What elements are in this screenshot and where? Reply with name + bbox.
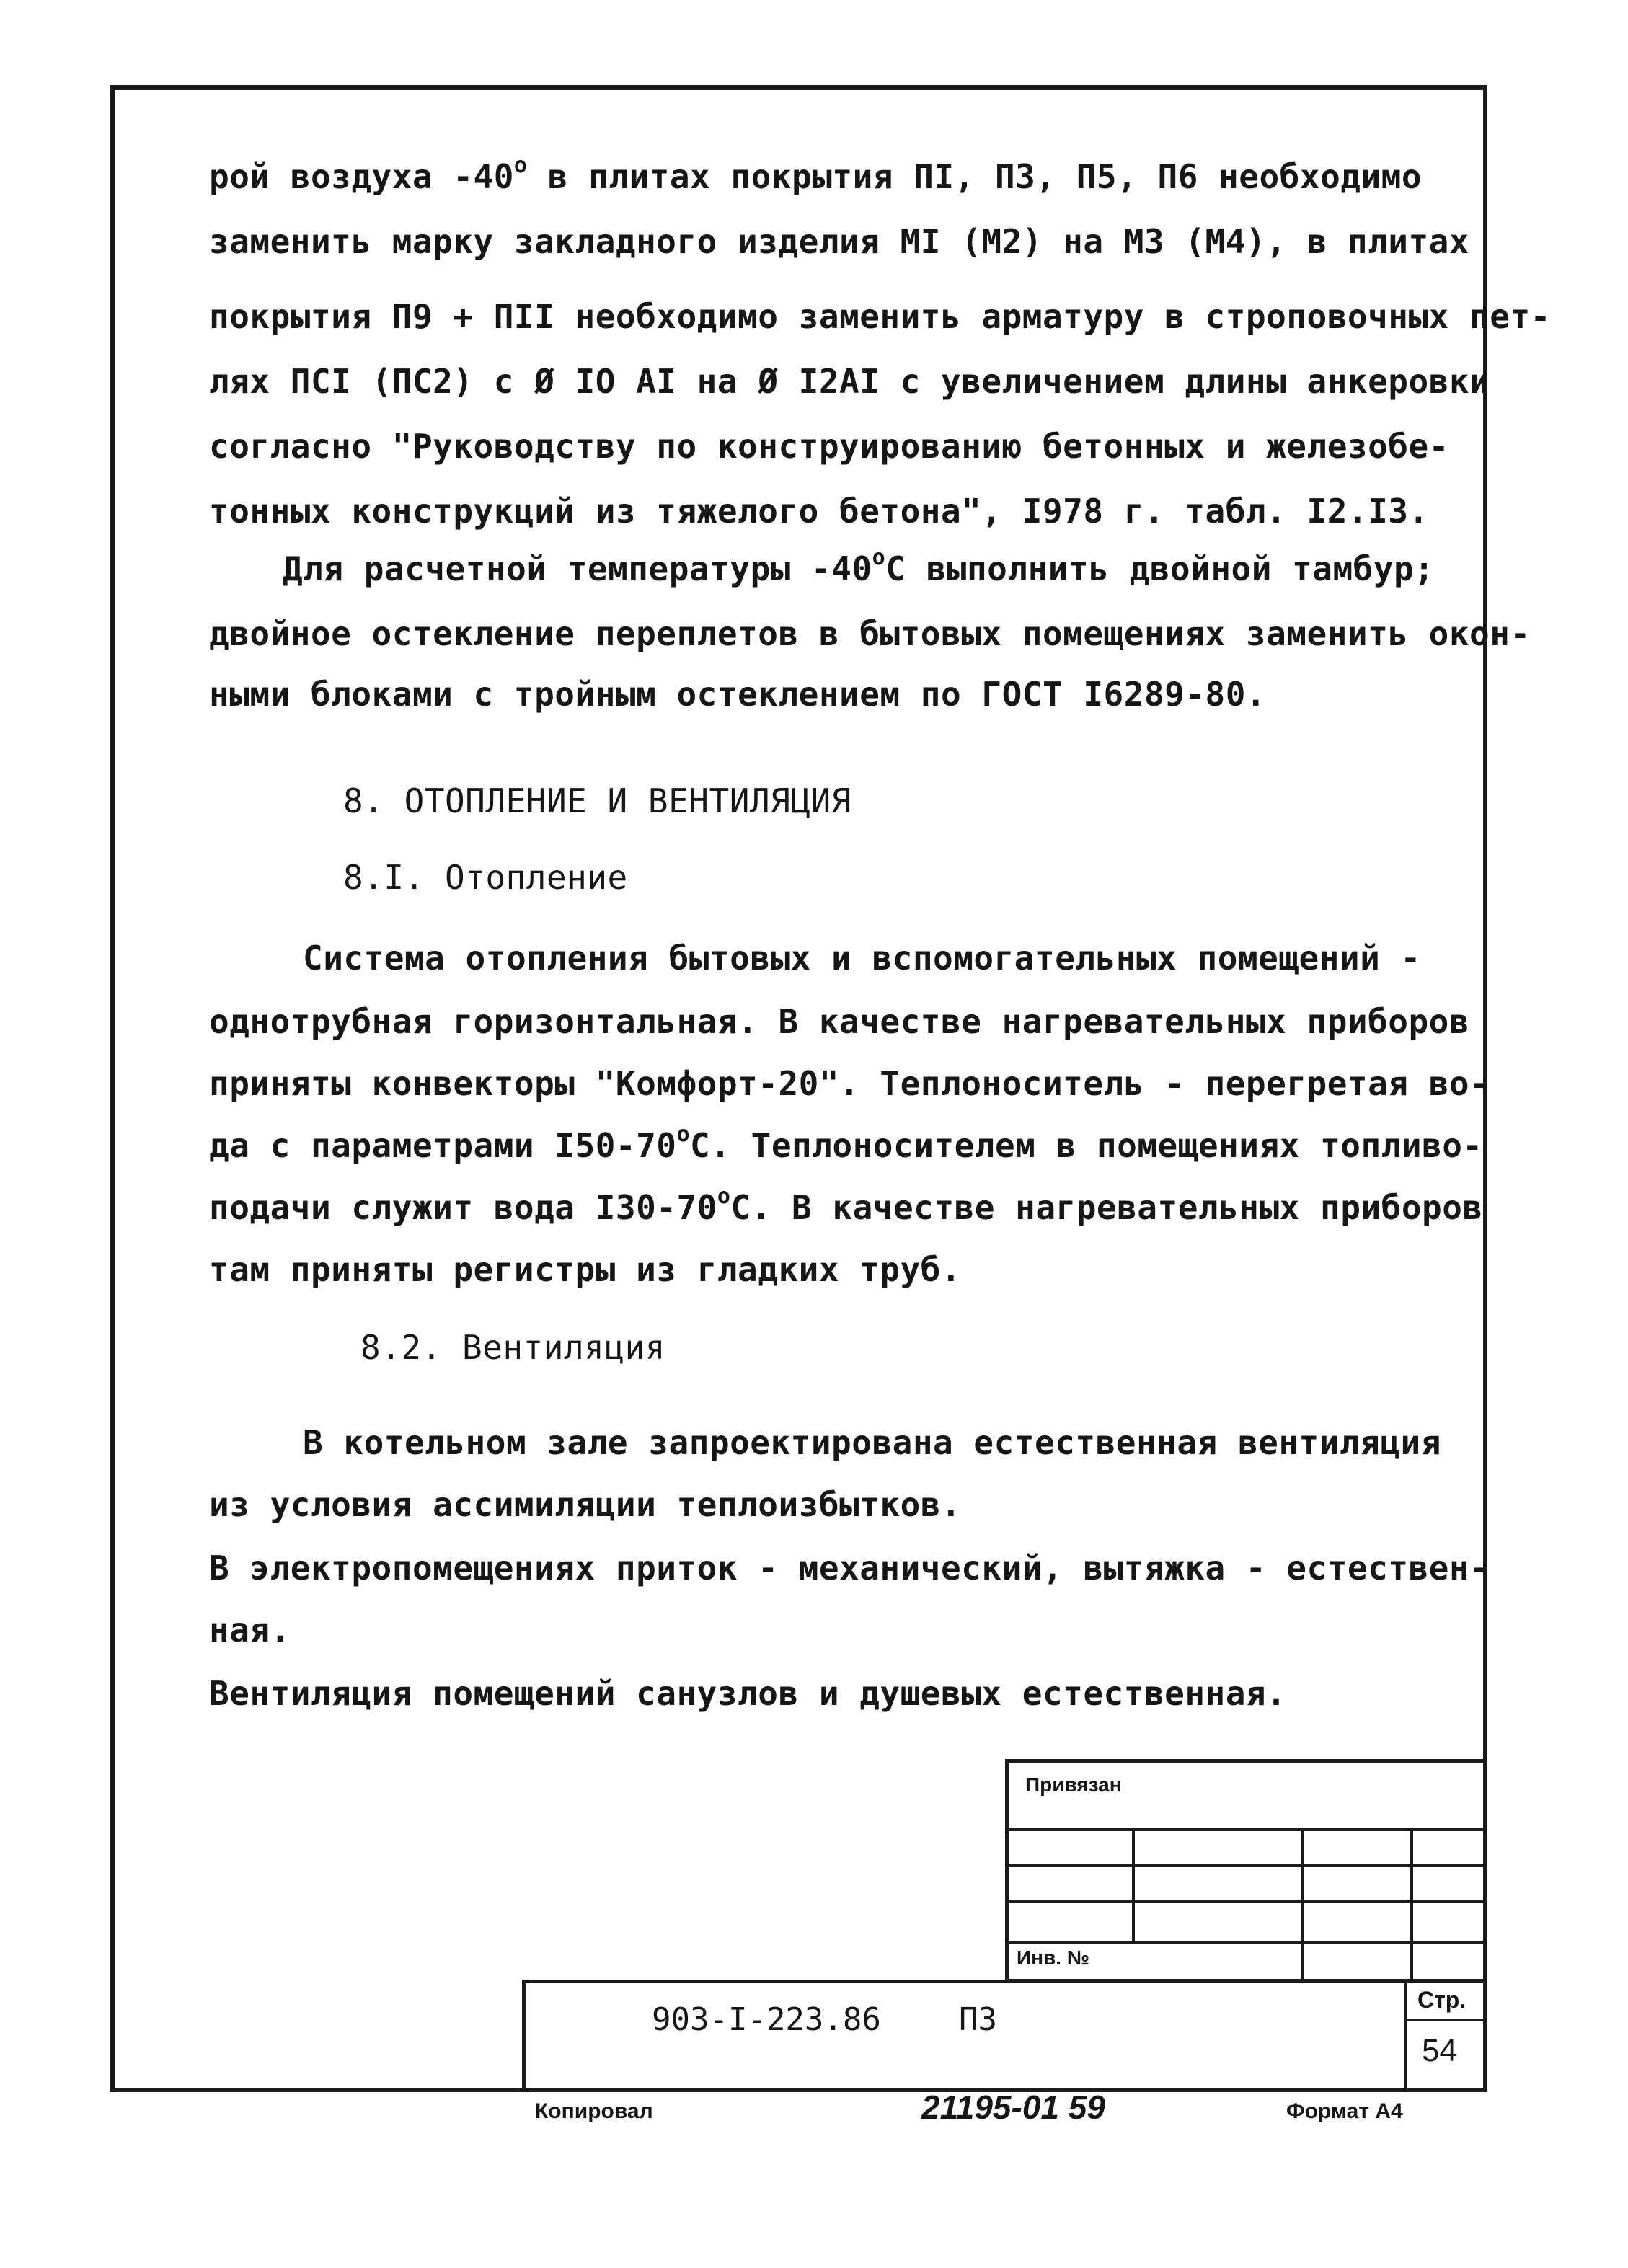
grid-line [1132, 1828, 1135, 1941]
ventilation-line-1: В котельном зале запроектирована естественная вентиляция [303, 1423, 1441, 1462]
grid-line [1005, 1828, 1487, 1831]
kopiroval-label: Копировал [535, 2099, 653, 2123]
section-heading-8-1: 8.I. Отопление [343, 858, 628, 897]
text-line-3: покрытия П9 + ПII необходимо заменить арматуру в строповочных пет- [209, 297, 1551, 336]
text-line-2: заменить марку закладного изделия МI (М2) на М3 (М4), в плитах [209, 222, 1470, 261]
page-number: 54 [1422, 2033, 1457, 2068]
grid-line [1404, 1980, 1407, 2092]
document-code: 903-I-223.86 [652, 2001, 881, 2038]
section-heading-8: 8. ОТОПЛЕНИЕ И ВЕНТИЛЯЦИЯ [343, 781, 851, 820]
ventilation-line-2: из условия ассимиляции теплоизбытков. [209, 1485, 962, 1524]
text-line-8: двойное остекление переплетов в бытовых помещениях заменить окон- [209, 614, 1531, 653]
grid-line [1301, 1828, 1304, 1983]
privyazan-label: Привязан [1025, 1773, 1122, 1796]
format-label: Формат А4 [1286, 2099, 1403, 2123]
grid-line [1404, 2019, 1487, 2021]
grid-line [1410, 1828, 1413, 1983]
heating-line-2: однотрубная горизонтальная. В качестве нагревательных приборов [209, 1002, 1470, 1041]
text-line-6: тонных конструкций из тяжелого бетона", I978 г. табл. I2.I3. [209, 492, 1429, 531]
page-label: Стр. [1417, 1987, 1466, 2013]
ventilation-line-3: В электропомещениях приток - механический, вытяжка - естествен- [209, 1549, 1490, 1587]
text-line-9: ными блоками с тройным остеклением по ГОСТ I6289-80. [209, 675, 1267, 714]
section-heading-8-2: 8.2. Вентиляция [360, 1328, 665, 1367]
handwritten-number: 21195-01 59 [921, 2088, 1105, 2126]
text-line-1: рой воздуха $-40^о$ в плитах покрытия ПI, П3, П5, П6 необходимо [209, 153, 1423, 196]
heating-line-3: приняты конвекторы "Комфорт-20". Теплоноситель - перегретая во- [209, 1064, 1490, 1103]
heating-line-1: Система отопления бытовых и вспомогательных помещений - [303, 939, 1421, 978]
heating-line-5: подачи служит вода $I30-70^оС$. В качестве нагревательных приборов [209, 1184, 1483, 1227]
document-type: П3 [959, 2001, 997, 2038]
ventilation-line-5: Вентиляция помещений санузлов и душевых естественная. [209, 1674, 1287, 1713]
text-line-5: согласно "Руководству по конструированию бетонных и железобе- [209, 427, 1449, 466]
grid-line [1005, 1864, 1487, 1867]
heating-line-4: да с параметрами $I50-70^оС$. Теплоносителем в помещениях топливо- [209, 1122, 1483, 1165]
ventilation-line-4: ная. [209, 1611, 291, 1649]
grid-line [1005, 1900, 1487, 1903]
heating-line-6: там приняты регистры из гладких труб. [209, 1250, 962, 1289]
text-line-4: лях ПСI (ПС2) с Ø IO AI на Ø I2AI с увеличением длины анкеровки [209, 362, 1490, 401]
text-line-7: Для расчетной температуры $-40^оС$ выполнить двойной тамбур; [283, 545, 1435, 588]
grid-line [1005, 1941, 1487, 1944]
inv-no-label: Инв. № [1017, 1946, 1090, 1969]
